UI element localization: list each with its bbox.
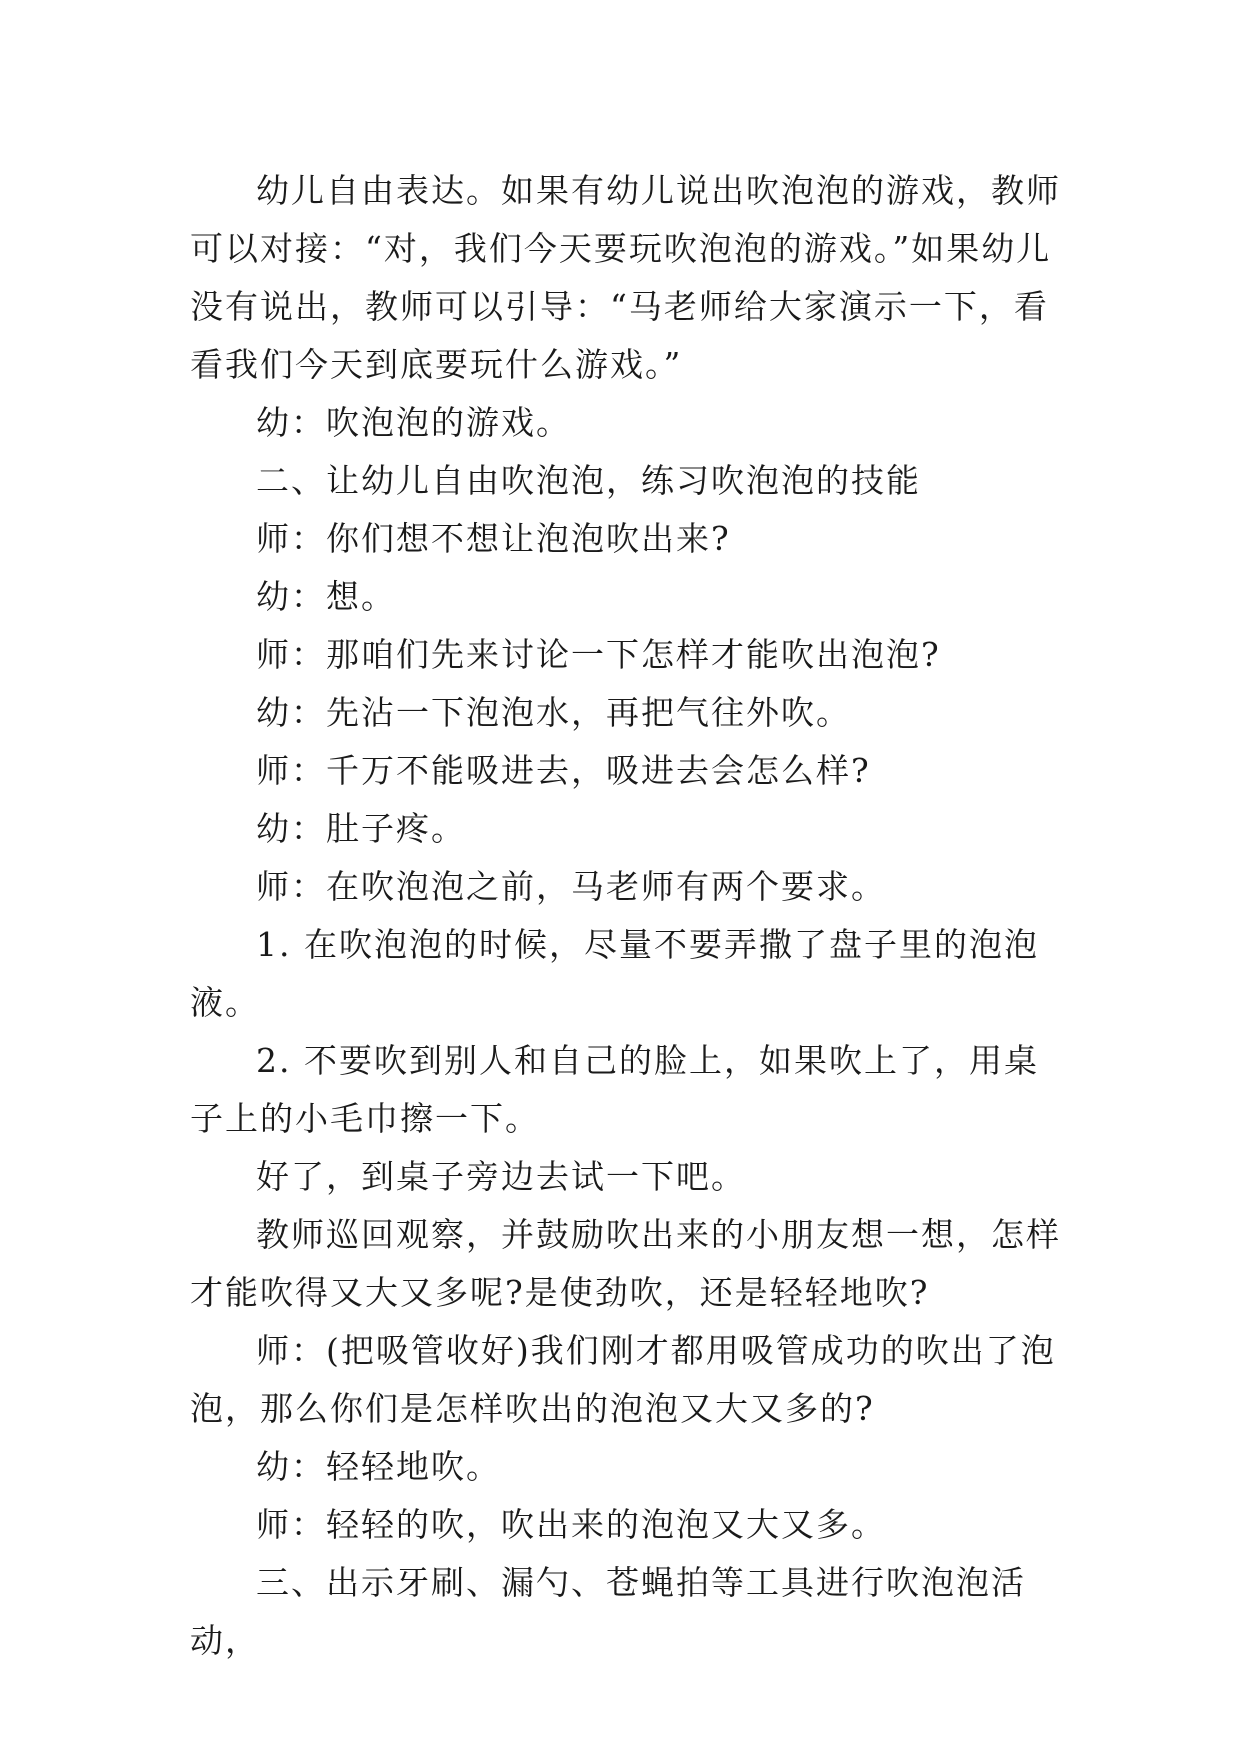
paragraph: 幼：肚子疼。	[256, 809, 466, 848]
paragraph: 幼儿自由表达。如果有幼儿说出吹泡泡的游戏，教师可以对接：“对，我们今天要玩吹泡泡的游戏。”如果幼儿没有说出，教师可以引导：“马老师给大家演示一下，看看我们今天到底要玩什么游戏。”	[190, 171, 1061, 384]
paragraph: 幼：吹泡泡的游戏。	[256, 403, 571, 442]
paragraph: 师：那咱们先来讨论一下怎样才能吹出泡泡?	[256, 635, 941, 674]
paragraph: 教师巡回观察，并鼓励吹出来的小朋友想一想，怎样才能吹得又大又多呢?是使劲吹，还是轻轻地吹?	[190, 1215, 1061, 1312]
paragraph: 师：轻轻的吹，吹出来的泡泡又大又多。	[256, 1505, 886, 1544]
paragraph: 幼：轻轻地吹。	[256, 1447, 501, 1486]
list-item: 1. 在吹泡泡的时候，尽量不要弄撒了盘子里的泡泡液。	[190, 925, 1039, 1022]
paragraph: 师：千万不能吸进去，吸进去会怎么样?	[256, 751, 871, 790]
paragraph: 好了，到桌子旁边去试一下吧。	[256, 1157, 746, 1196]
paragraph: 幼：先沾一下泡泡水，再把气往外吹。	[256, 693, 851, 732]
section-heading: 二、让幼儿自由吹泡泡，练习吹泡泡的技能	[256, 461, 921, 500]
document-body	[190, 162, 1062, 1670]
paragraph: 师：(把吸管收好)我们刚才都用吸管成功的吹出了泡泡，那么你们是怎样吹出的泡泡又大又多的?	[190, 1331, 1056, 1428]
paragraph: 师：你们想不想让泡泡吹出来?	[256, 519, 731, 558]
section-heading: 三、出示牙刷、漏勺、苍蝇拍等工具进行吹泡泡活动，	[190, 1563, 1026, 1660]
list-item: 2. 不要吹到别人和自己的脸上，如果吹上了，用桌子上的小毛巾擦一下。	[190, 1041, 1039, 1138]
paragraph: 师：在吹泡泡之前，马老师有两个要求。	[256, 867, 886, 906]
paragraph: 幼：想。	[256, 577, 396, 616]
